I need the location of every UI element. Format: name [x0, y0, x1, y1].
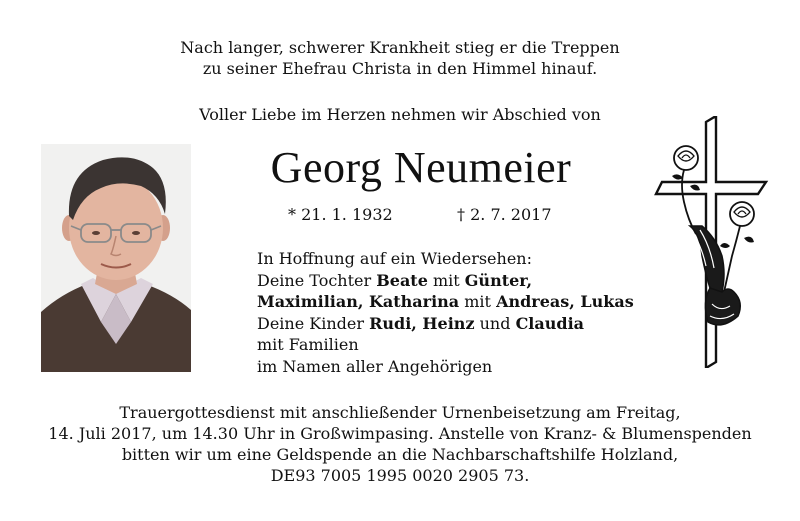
mourner-name: Andreas, Lukas — [496, 292, 634, 311]
service-line-2: 14. Juli 2017, um 14.30 Uhr in Großwimpasing. Anstelle von Kranz- & Blumenspenden — [48, 424, 752, 443]
mourners-line-2 — [257, 270, 634, 292]
farewell-line: Voller Liebe im Herzen nehmen wir Abschied von — [199, 105, 601, 124]
mourner-name: Rudi, Heinz — [369, 313, 475, 333]
mourners-line-1: In Hoffnung auf ein Wiedersehen: — [257, 249, 532, 268]
mourners-list — [257, 248, 634, 377]
mourner-name: Günter, — [464, 270, 533, 290]
portrait-photo — [41, 144, 191, 372]
service-info — [0, 402, 800, 486]
mourners-line-2-text-2: mit — [427, 270, 465, 290]
service-line-1: Trauergottesdienst mit anschließender Urnenbeisetzung am Freitag, — [119, 403, 681, 422]
service-line-4: DE93 7005 1995 0020 2905 73. — [270, 466, 530, 485]
mourners-line-6: im Namen aller Angehörigen — [257, 356, 493, 376]
mourners-line-4-text-2: und — [474, 313, 516, 333]
intro-line-2: zu seiner Ehefrau Christa in den Himmel hinauf. — [202, 59, 598, 78]
intro-line-1: Nach langer, schwerer Krankheit stieg er die Treppen — [180, 38, 620, 57]
mourner-name: Maximilian, Katharina — [257, 292, 460, 311]
intro-text — [0, 37, 800, 79]
mourners-line-4-text-1: Deine Kinder — [257, 313, 370, 333]
service-line-3: bitten wir um eine Geldspende an die Nachbarschaftshilfe Holzland, — [121, 445, 679, 464]
mourners-line-3 — [257, 291, 634, 313]
rose-icon — [720, 202, 754, 292]
portrait-illustration — [41, 144, 191, 372]
cross-illustration — [650, 116, 770, 368]
deceased-name: Georg Neumeier — [270, 143, 572, 192]
death-date: † 2. 7. 2017 — [457, 205, 552, 224]
cross-with-roses-and-praying-hands-icon — [650, 116, 770, 368]
mourner-name: Beate — [376, 270, 428, 290]
birth-date: * 21. 1. 1932 — [288, 205, 393, 224]
mourners-line-4 — [257, 313, 634, 335]
praying-hands-icon — [690, 226, 740, 325]
mourners-line-2-text-1: Deine Tochter — [257, 270, 377, 290]
mourner-name: Claudia — [515, 313, 585, 333]
mourners-line-3-text-1: mit — [459, 292, 497, 311]
mourners-line-5: mit Familien — [257, 335, 359, 354]
